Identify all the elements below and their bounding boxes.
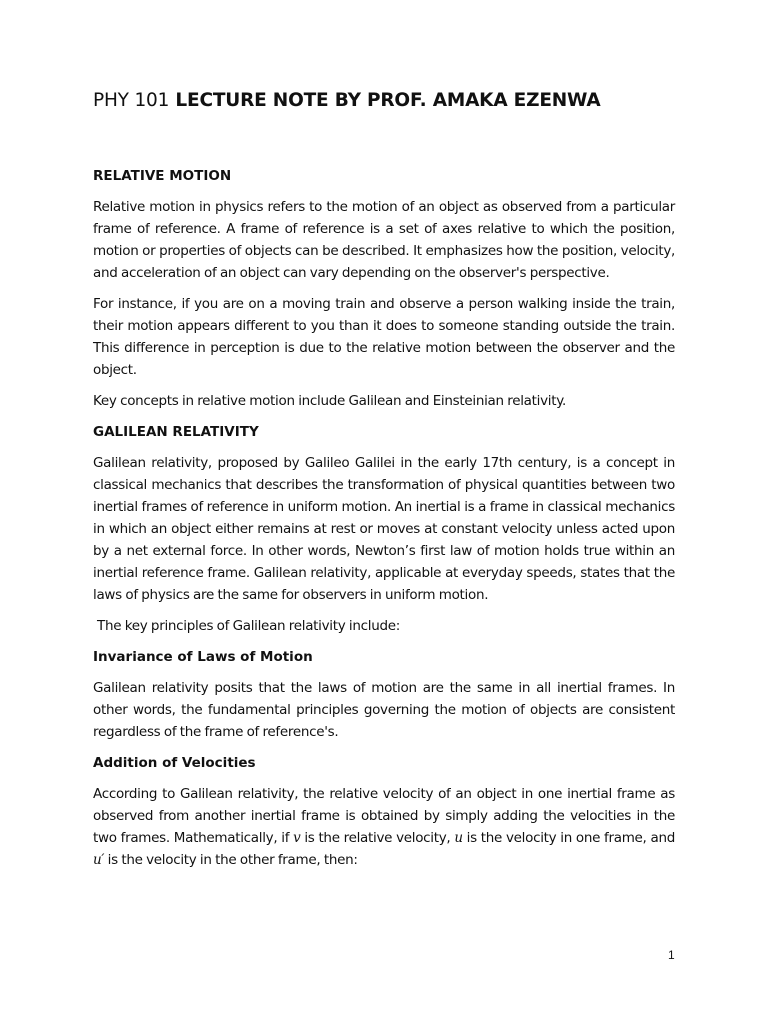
math-variable-u: u bbox=[454, 830, 463, 846]
paragraph-galilean-definition: Galilean relativity, proposed by Galileo Galilei in the early 17th century, is a concept in classical mechanics that describes the transformation of physical quantities between two inertial frames of reference in uniform motion. An inertial is a frame in classical mechanics in which an object either remains at rest or moves at constant velocity unless acted upon by a net external force. In other words, Newton’s first law of motion holds true within an inertial reference frame. Galilean relativity, applicable at everyday speeds, states that the laws of physics are the same for observers in uniform motion. bbox=[93, 455, 675, 603]
page-number: 1 bbox=[668, 948, 675, 962]
text-segment: is the velocity in the other frame, then: bbox=[104, 852, 358, 868]
paragraph-invariance: Galilean relativity posits that the laws of motion are the same in all inertial frames. In other words, the fundamental principles governing the motion of objects are consistent regardless of the frame of reference's. bbox=[93, 680, 675, 740]
heading-invariance: Invariance of Laws of Motion bbox=[93, 649, 313, 665]
math-variable-v: v bbox=[293, 830, 301, 846]
heading-relative-motion: RELATIVE MOTION bbox=[93, 168, 232, 184]
heading-galilean-relativity: GALILEAN RELATIVITY bbox=[93, 424, 259, 440]
text-segment: is the relative velocity, bbox=[300, 830, 455, 846]
paragraph-key-principles: The key principles of Galilean relativity include: bbox=[97, 618, 400, 634]
heading-addition-of-velocities: Addition of Velocities bbox=[93, 755, 256, 771]
lecture-title: LECTURE NOTE BY PROF. AMAKA EZENWA bbox=[175, 90, 601, 111]
text-segment: According to Galilean relativity, the relative velocity of an object in one inertial frame as observed from another inertial frame is obtained by simply adding the velocities in the two frames. Mathematically, if bbox=[93, 786, 675, 846]
paragraph-relative-motion-definition: Relative motion in physics refers to the motion of an object as observed from a particular frame of reference. A frame of reference is a set of axes relative to which the position, motion or properties of objects can be described. It emphasizes how the position, velocity, and acceleration of an object can vary depending on the observer's perspective. bbox=[93, 199, 675, 281]
document-body bbox=[93, 165, 675, 880]
paragraph-addition-of-velocities bbox=[93, 783, 675, 871]
text-segment: is the velocity in one frame, and bbox=[462, 830, 675, 846]
course-code: PHY 101 bbox=[93, 90, 170, 111]
paragraph-train-example: For instance, if you are on a moving train and observe a person walking inside the train, their motion appears different to you than it does to someone standing outside the train. This difference in perception is due to the relative motion between the observer and the object. bbox=[93, 296, 675, 378]
math-variable-u-prime: u′ bbox=[93, 852, 105, 868]
paragraph-key-concepts: Key concepts in relative motion include Galilean and Einsteinian relativity. bbox=[93, 393, 566, 409]
page-title bbox=[93, 90, 601, 111]
